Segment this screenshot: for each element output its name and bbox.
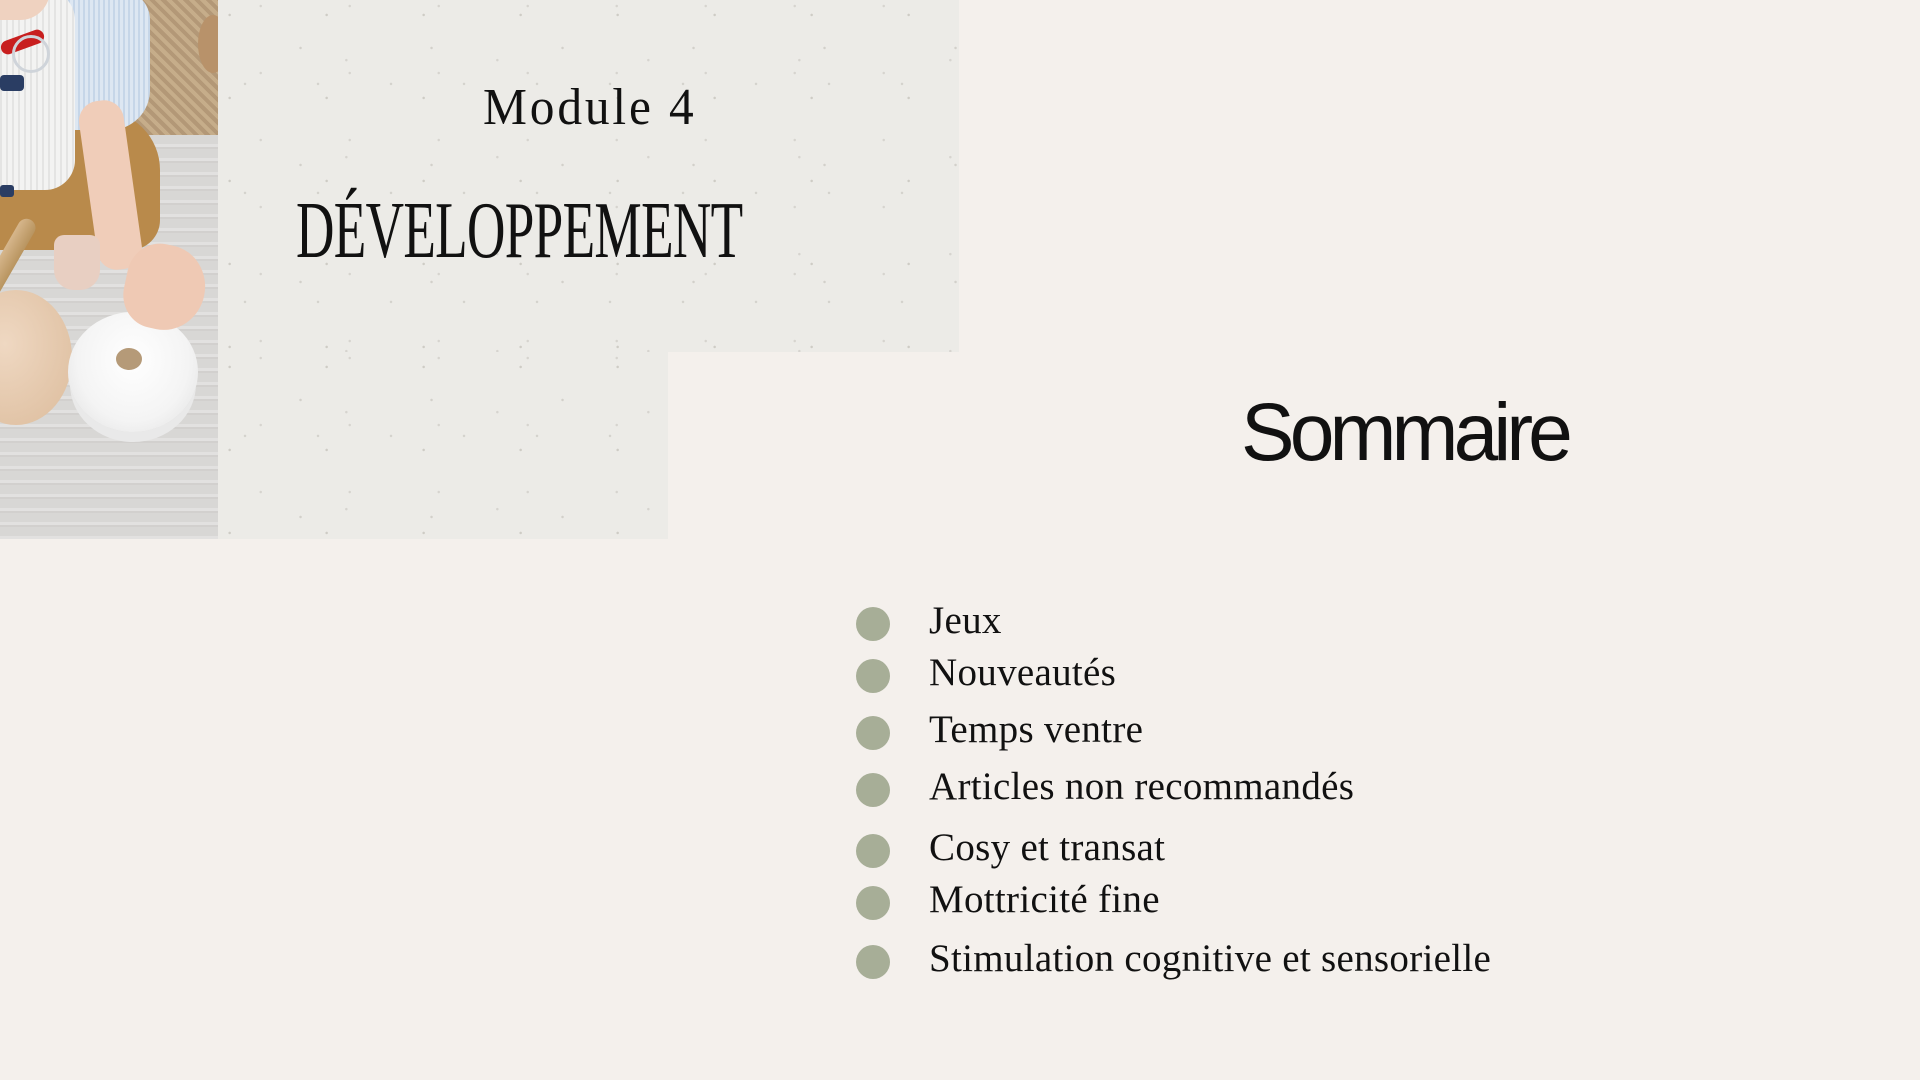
- module-title: DÉVELOPPEMENT: [296, 187, 743, 275]
- bullet-icon: [856, 659, 890, 693]
- sweater-pattern: [0, 75, 24, 91]
- module-label: Module 4: [483, 79, 697, 136]
- stacking-ring-pink: [54, 235, 100, 290]
- toc-item-label: Mottricité fine: [929, 878, 1160, 921]
- bullet-icon: [856, 945, 890, 979]
- sweater-pattern: [0, 185, 14, 197]
- ring-hole: [116, 348, 142, 370]
- toc-item-label: Articles non recommandés: [929, 765, 1355, 808]
- pacifier-ring: [12, 35, 50, 73]
- toc-item-label: Stimulation cognitive et sensorielle: [929, 937, 1492, 980]
- toc-item-label: Nouveautés: [929, 651, 1117, 694]
- toc-item-label: Temps ventre: [929, 708, 1144, 751]
- stacking-ring-white: [68, 312, 198, 432]
- bullet-icon: [856, 716, 890, 750]
- paper-texture-panel: [218, 0, 959, 352]
- bullet-icon: [856, 886, 890, 920]
- section-heading: Sommaire: [1241, 387, 1568, 478]
- paper-texture-panel-extension: [218, 352, 668, 539]
- toc-item-label: Cosy et transat: [929, 826, 1166, 869]
- toc-item-label: Jeux: [929, 599, 1002, 642]
- baby-toy-photo: [0, 0, 218, 539]
- bullet-icon: [856, 607, 890, 641]
- bullet-icon: [856, 773, 890, 807]
- bullet-icon: [856, 834, 890, 868]
